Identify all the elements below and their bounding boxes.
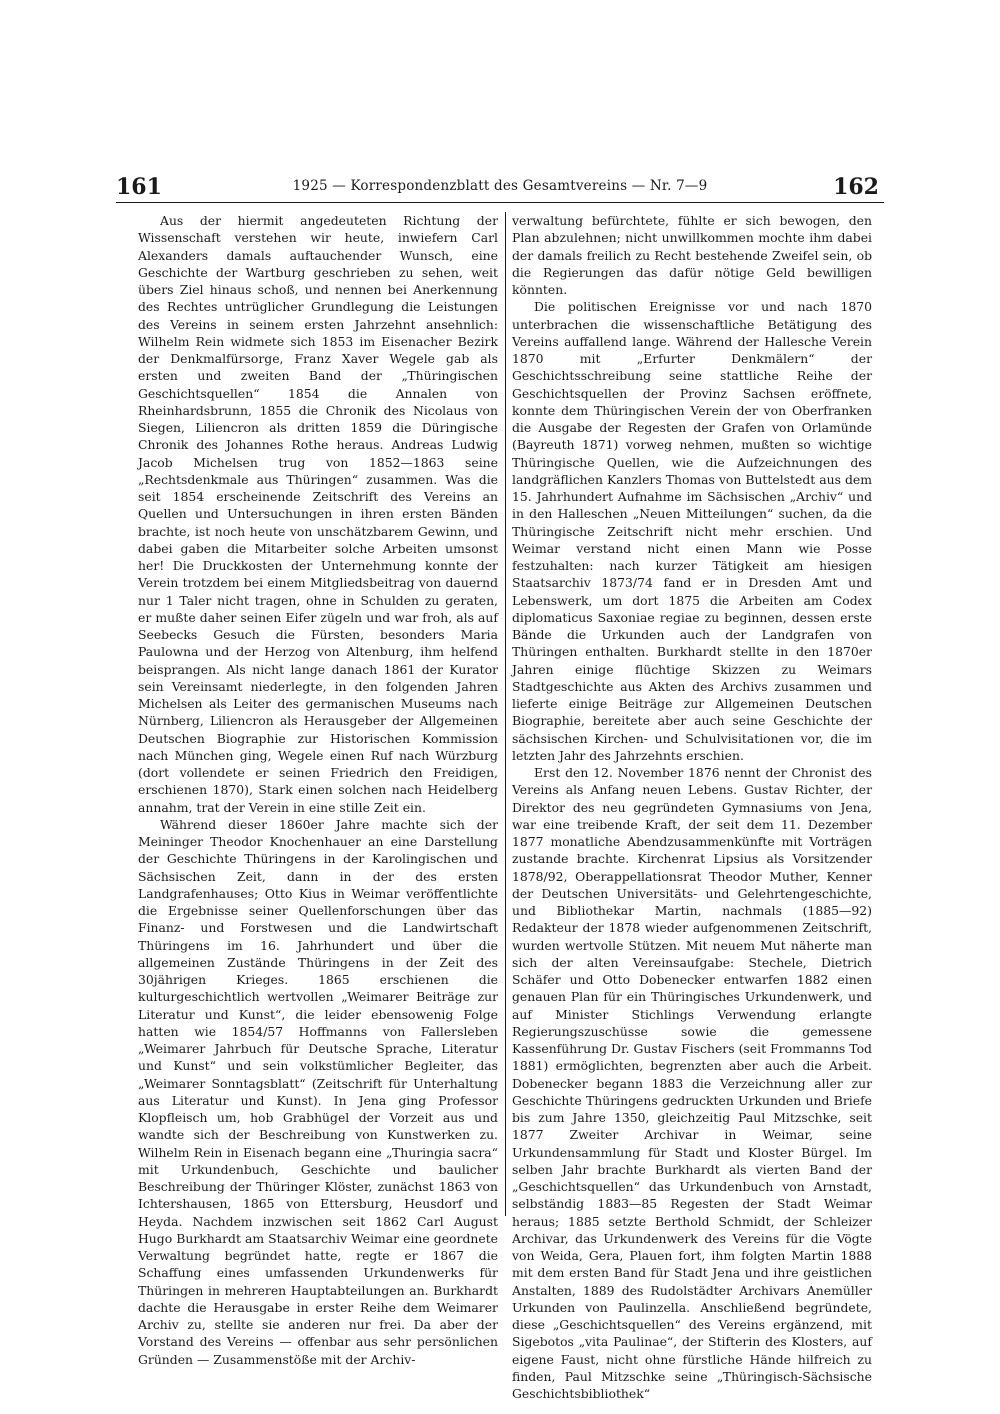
right-column [512,212,872,1402]
paragraph: verwaltung befürchtete, fühlte er sich bewogen, den Plan abzulehnen; nicht unwillkommen mochte ihm dabei der damals freilich zu Recht bestehende Zweifel sein, ob die Regierungen das dafür nötige Geld bewilligen könnten. [512,213,872,297]
page-number-left: 161 [116,174,162,200]
paragraph: Aus der hiermit angedeuteten Richtung der Wissenschaft verstehen wir heute, inwiefern Carl Alexanders damals auftauchender Wunsch, eine Geschichte der Wartburg geschrieben zu sehen, weit übers Ziel hinaus schoß, und nennen bei Anerkennung des Rechtes untrüglicher Grundlegung die Leistungen des Vereins in seinem ersten Jahrzehnt ansehnlich: Wilhelm Rein widmete sich 1853 im Eisenacher Bezirk der Denkmalfürsorge, Franz Xaver Wegele gab als ersten und zweiten Band der „Thüringischen Geschichtsquellen“ 1854 die Annalen von Rheinhardsbrunn, 1855 die Chronik des Nicolaus von Siegen, Liliencron als dritten 1859 die Düringische Chronik des Johannes Rothe heraus. Andreas Ludwig Jacob Michelsen trug von 1852—1863 seine „Rechtsdenkmale aus Thüringen“ zusammen. Was die seit 1854 erscheinende Zeitschrift des Vereins an Quellen und Untersuchungen in ihren ersten Bänden brachte, ist noch heute von unschätzbarem Gewinn, und dabei gaben die Mitarbeiter solche Arbeiten umsonst her! Die Druckkosten der Unternehmung konnte der Verein trotzdem bei einem Mitgliedsbeitrag von dauernd nur 1 Taler nicht tragen, ohne in Schulden zu geraten, er mußte daher seinen Eifer zügeln und war froh, als auf Seebecks Gesuch die Fürsten, besonders Maria Paulowna und der Herzog von Altenburg, ihm helfend beisprangen. Als nicht lange danach 1861 der Kurator sein Vereinsamt niederlegte, in den folgenden Jahren Michelsen als Leiter des germanischen Museums nach Nürnberg, Liliencron als Herausgeber der Allgemeinen Deutschen Biographie zur Historischen Kommission nach München ging, Wegele einen Ruf nach Würzburg (dort vollendete er seinen Friedrich den Freidigen, erschienen 1870), Stark einen solchen nach Heidelberg annahm, trat der Verein in eine stille Zeit ein. [138,213,498,815]
paragraph: Die politischen Ereignisse vor und nach 1870 unterbrachen die wissenschaftliche Betätigung des Vereins auffallend lange. Während der Hallesche Verein 1870 mit „Erfurter Denkmälern“ der Geschichtsschreibung seine stattliche Reihe der Geschichtsquellen der Provinz Sachsen eröffnete, konnte dem Thüringischen Verein der von Oberfranken die Ausgabe der Regesten der Grafen von Orlamünde (Bayreuth 1871) vorweg nehmen, mußten so wichtige Thüringische Quellen, wie die Aufzeichnungen des landgräflichen Kanzlers Thomas von Buttelstedt aus dem 15. Jahrhundert Aufnahme im Sächsischen „Archiv“ und in den Halleschen „Neuen Mitteilungen“ suchen, da die Thüringische Zeitschrift nicht mehr erschien. Und Weimar verstand nicht einen Mann wie Posse festzuhalten: nach kurzer Tätigkeit am hiesigen Staatsarchiv 1873/74 fand er in Dresden Amt und Lebenswerk, um dort 1875 die Arbeiten am Codex diplomaticus Saxoniae regiae zu beginnen, dessen erste Bände die Urkunden auch der Landgrafen von Thüringen enthalten. Burkhardt stellte in den 1870er Jahren einige flüchtige Skizzen zu Weimars Stadtgeschichte aus Akten des Archivs zusammen und lieferte einige Beiträge zur Allgemeinen Deutschen Biographie, bereitete aber auch seine Geschichte der sächsischen Kirchen- und Schulvisitationen vor, die im letzten Jahr des Jahrzehnts erschien. [512,299,872,763]
column-divider [505,212,506,1216]
paragraph: Erst den 12. November 1876 nennt der Chronist des Vereins als Anfang neuen Lebens. Gustav Richter, der Direktor des neu gegründeten Gymnasiums von Jena, war eine treibende Kraft, der seit dem 11. Dezember 1877 monatliche Abendzusammenkünfte mit Vorträgen zustande brachte. Kirchenrat Lipsius als Vorsitzender 1878/92, Oberappellationsrat Theodor Muther, Kenner der Deutschen Universitäts- und Gelehrtengeschichte, und Bibliothekar Martin, nachmals (1885—92) Redakteur der 1878 wieder aufgenommenen Zeitschrift, wurden wertvolle Stützen. Mit neuem Mut näherte man sich der alten Vereinsaufgabe: Stechele, Dietrich Schäfer und Otto Dobenecker entwarfen 1882 einen genauen Plan für ein Thüringisches Urkundenwerk, und auf Minister Stichlings Verwendung erlangte Regierungszuschüsse sowie die gemessene Kassenführung Dr. Gustav Fischers (seit Frommanns Tod 1881) ermöglichten, begrenzten aber auch die Arbeit. Dobenecker begann 1883 die Verzeichnung aller zur Geschichte Thüringens gedruckten Urkunden und Briefe bis zum Jahre 1350, gleichzeitig Paul Mitzschke, seit 1877 Zweiter Archivar in Weimar, seine Urkundensammlung für Stadt und Kloster Bürgel. Im selben Jahr brachte Burkhardt als vierten Band der „Geschichtsquellen“ das Urkundenbuch von Arnstadt, selbständig 1883—85 Regesten der Stadt Weimar heraus; 1885 setzte Berthold Schmidt, der Schleizer Archivar, das Urkundenwerk des Vereins für die Vögte von Weida, Gera, Plauen fort, ihm folgten Martin 1888 mit dem ersten Band für Stadt Jena und ihre geistlichen Anstalten, 1889 des Rudolstädter Archivars Anemüller Urkunden von Paulinzella. Anschließend begründete, diese „Geschichtsquellen“ des Vereins ergänzend, mit Sigebotos „vita Paulinae“, der Stifterin des Klosters, auf eigene Faust, nicht ohne fürstliche Hände hilfreich zu finden, Paul Mitzschke seine „Thüringisch-Sächsische Geschichtsbibliothek“ [512,765,872,1401]
paragraph: Während dieser 1860er Jahre machte sich der Meininger Theodor Knochenhauer an eine Darstellung der Geschichte Thüringens in der Karolingischen und Sächsischen Zeit, dann in der des ersten Landgrafenhauses; Otto Kius in Weimar veröffentlichte die Ergebnisse seiner Quellenforschungen über das Finanz- und Forstwesen und die Landwirtschaft Thüringens im 16. Jahrhundert und über die allgemeinen Zustände Thüringens in der Zeit des 30jährigen Krieges. 1865 erschienen die kulturgeschichtlich wertvollen „Weimarer Beiträge zur Literatur und Kunst“, die leider ebensowenig Folge hatten wie 1854/57 Hoffmanns von Fallersleben „Weimarer Jahrbuch für Deutsche Sprache, Literatur und Kunst“ und sein volkstümlicher Begleiter, das „Weimarer Sonntagsblatt“ (Zeitschrift für Unterhaltung aus Literatur und Kunst). In Jena ging Professor Klopfleisch um, hob Grabhügel der Vorzeit aus und wandte sich der Beschreibung von Kunstwerken zu. Wilhelm Rein in Eisenach begann eine „Thuringia sacra“ mit Urkundenbuch, Geschichte und baulicher Beschreibung der Thüringer Klöster, zunächst 1863 von Ichtershausen, 1865 von Ettersburg, Heusdorf und Heyda. Nachdem inzwischen seit 1862 Carl August Hugo Burkhardt am Staatsarchiv Weimar eine geordnete Verwaltung begründet hatte, regte er 1867 die Schaffung eines umfassenden Urkundenwerks für Thüringen in mehreren Hauptabteilungen an. Burkhardt dachte die Herausgabe in erster Reihe dem Weimarer Archiv zu, stellte sie anderen nur frei. Da aber der Vorstand des Vereins — offenbar aus sehr persönlichen Gründen — Zusammenstöße mit der Archiv- [138,816,498,1367]
header-rule [116,202,884,203]
left-column [138,212,498,1368]
page-number-right: 162 [833,174,879,200]
running-title: 1925 — Korrespondenzblatt des Gesamtvereins — Nr. 7—9 [292,178,708,194]
